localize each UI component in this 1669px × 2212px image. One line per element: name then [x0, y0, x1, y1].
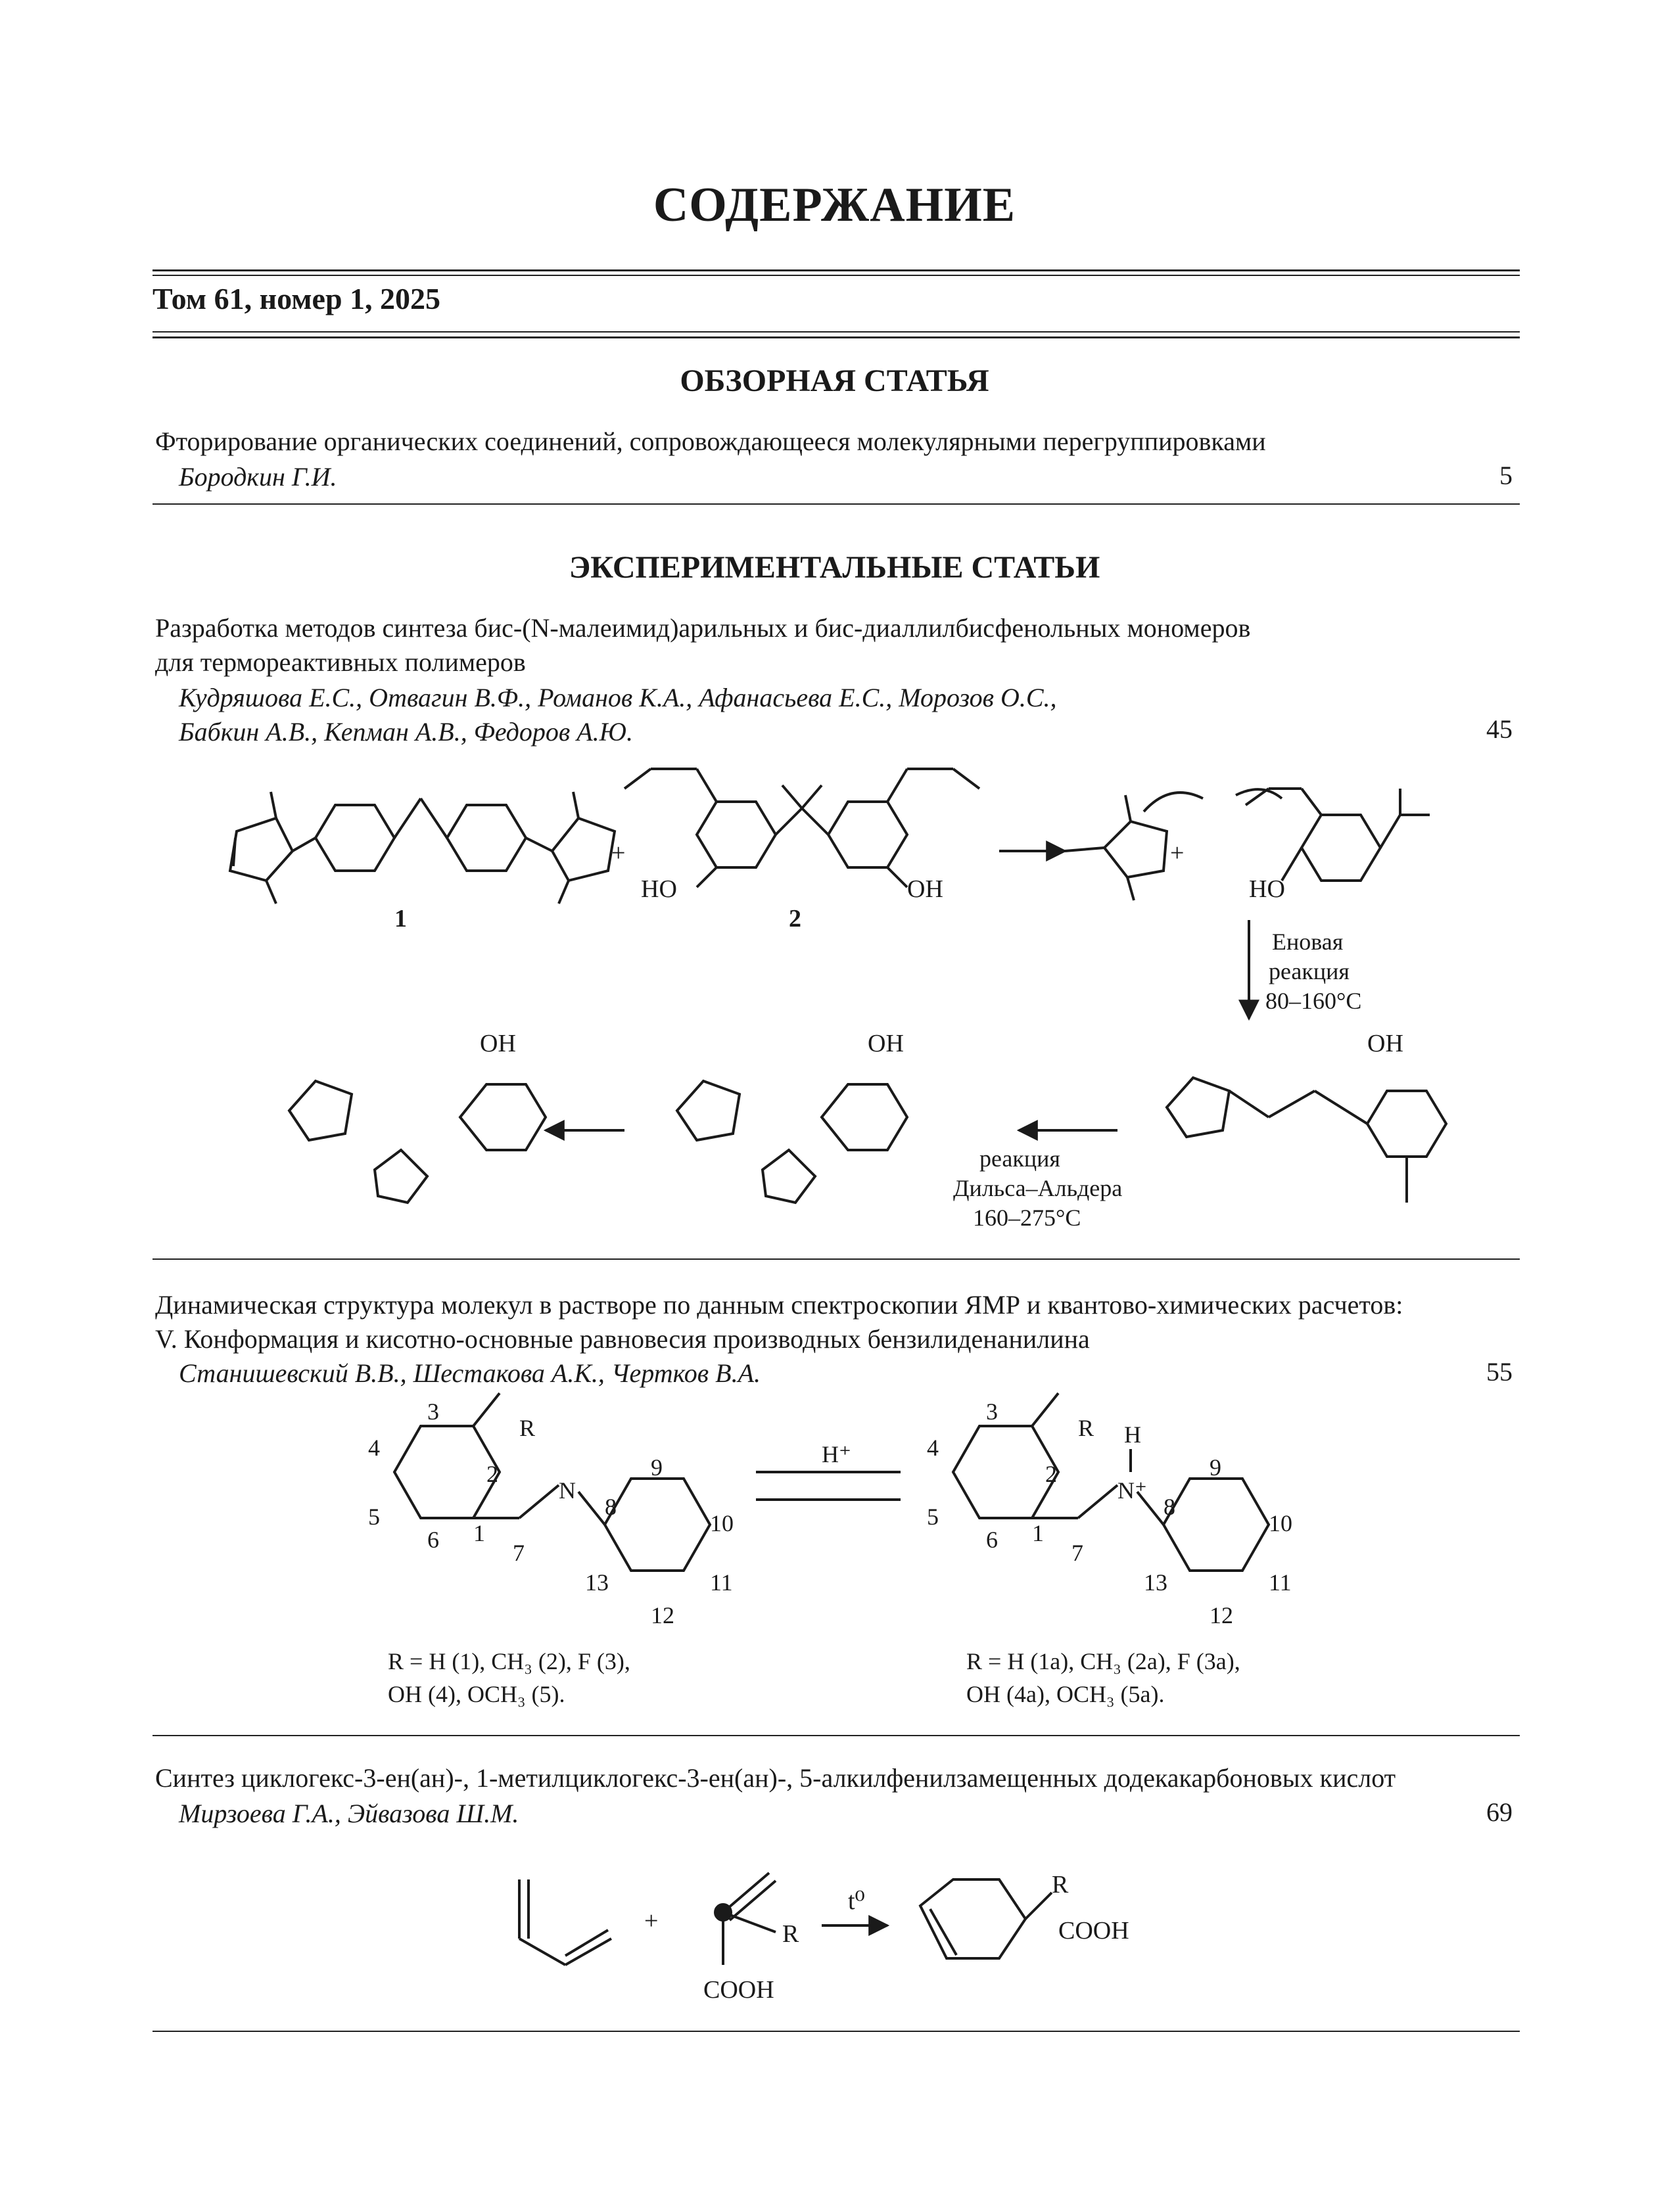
svg-text:Дильса–Альдера: Дильса–Альдера	[953, 1175, 1123, 1201]
svg-text:13: 13	[585, 1569, 609, 1596]
svg-text:OH: OH	[868, 1030, 904, 1057]
svg-text:R: R	[519, 1415, 536, 1441]
article-title[interactable]: Динамическая структура молекул в растворе по данным спектроскопии ЯМР и квантово-химических расчетов: V. Конформация и кисотно-основные равновесия производных бензилиденанилина	[155, 1290, 1403, 1354]
svg-text:7: 7	[1071, 1540, 1083, 1566]
svg-text:2: 2	[486, 1461, 498, 1487]
svg-text:8: 8	[605, 1494, 617, 1520]
article-title[interactable]: Синтез циклогекс-3-ен(ан)-, 1-метилциклогекс-3-ен(ан)-, 5-алкилфенилзамещенных додекакарбоновых кислот	[155, 1763, 1396, 1793]
svg-text:10: 10	[710, 1510, 734, 1536]
svg-text:OH: OH	[1367, 1030, 1403, 1057]
svg-text:3: 3	[986, 1398, 998, 1425]
svg-text:8: 8	[1164, 1494, 1175, 1520]
svg-text:6: 6	[986, 1527, 998, 1553]
svg-text:Еновая: Еновая	[1272, 929, 1344, 955]
article-authors: Кудряшова Е.С., Отвагин В.Ф., Романов К.А., Афанасьева Е.С., Морозов О.С., Бабкин А.В., Кепман А.В., Федоров А.Ю.	[179, 683, 1057, 747]
issue-label: Том 61, номер 1, 2025	[153, 282, 441, 315]
svg-text:H⁺: H⁺	[822, 1441, 851, 1467]
svg-text:R: R	[1078, 1415, 1094, 1441]
svg-text:5: 5	[368, 1504, 380, 1530]
svg-text:+: +	[611, 839, 626, 867]
svg-text:11: 11	[710, 1569, 733, 1596]
svg-text:+: +	[644, 1907, 659, 1935]
article-authors: Мирзоева Г.А., Эйвазова Ш.М.	[179, 1799, 519, 1828]
svg-text:+: +	[1170, 839, 1185, 867]
divider	[153, 2031, 1520, 2032]
svg-text:OH (4), OCH₃ (5).: OH (4), OCH₃ (5).	[388, 1681, 565, 1707]
page-number[interactable]: 45	[1486, 714, 1513, 744]
page-title: СОДЕРЖАНИЕ	[653, 178, 1016, 232]
svg-text:2: 2	[789, 905, 801, 933]
svg-text:1: 1	[394, 905, 407, 933]
svg-text:12: 12	[1210, 1602, 1233, 1628]
svg-text:11: 11	[1269, 1569, 1292, 1596]
svg-text:R: R	[782, 1920, 799, 1948]
svg-text:OH (4a), OCH₃ (5a).: OH (4a), OCH₃ (5a).	[966, 1681, 1165, 1707]
svg-text:12: 12	[651, 1602, 674, 1628]
svg-text:R: R	[1052, 1871, 1069, 1899]
article-authors: Бородкин Г.И.	[179, 462, 337, 492]
svg-text:4: 4	[927, 1435, 939, 1461]
svg-text:N: N	[559, 1477, 576, 1504]
svg-text:t⁰: t⁰	[848, 1887, 865, 1915]
article-authors: Станишевский В.В., Шестакова А.К., Чертков В.А.	[179, 1358, 761, 1388]
svg-text:1: 1	[473, 1520, 485, 1546]
svg-text:1: 1	[1032, 1520, 1044, 1546]
article-title[interactable]: Фторирование органических соединений, сопровождающееся молекулярными перегруппировками	[155, 426, 1266, 456]
svg-text:HO: HO	[1249, 875, 1285, 903]
svg-text:10: 10	[1269, 1510, 1292, 1536]
article-title[interactable]: Разработка методов синтеза бис-(N-малеимид)арильных и бис-диаллилбисфенольных мономеров для термореактивных полимеров	[155, 613, 1251, 677]
svg-text:5: 5	[927, 1504, 939, 1530]
page-number[interactable]: 55	[1486, 1357, 1513, 1387]
svg-text:9: 9	[651, 1454, 663, 1481]
section-heading: ЭКСПЕРИМЕНТАЛЬНЫЕ СТАТЬИ	[569, 550, 1100, 585]
svg-text:H: H	[1124, 1421, 1141, 1448]
svg-text:OH: OH	[907, 875, 943, 903]
svg-text:OH: OH	[480, 1030, 516, 1057]
svg-text:R = H (1), CH₃ (2), F (3),: R = H (1), CH₃ (2), F (3),	[388, 1648, 630, 1674]
svg-text:6: 6	[427, 1527, 439, 1553]
svg-text:80–160°C: 80–160°C	[1265, 988, 1362, 1014]
svg-text:N⁺: N⁺	[1117, 1477, 1147, 1504]
svg-text:2: 2	[1045, 1461, 1057, 1487]
svg-text:7: 7	[513, 1540, 525, 1566]
svg-text:9: 9	[1210, 1454, 1221, 1481]
svg-text:13: 13	[1144, 1569, 1167, 1596]
svg-text:160–275°C: 160–275°C	[973, 1205, 1081, 1231]
svg-text:COOH: COOH	[703, 1976, 774, 2004]
page-number[interactable]: 5	[1499, 461, 1513, 490]
svg-text:R = H (1a), CH₃ (2a), F (3a),: R = H (1a), CH₃ (2a), F (3a),	[966, 1648, 1240, 1674]
svg-text:HO: HO	[641, 875, 677, 903]
section-heading: ОБЗОРНАЯ СТАТЬЯ	[680, 363, 989, 398]
svg-text:COOH: COOH	[1058, 1917, 1129, 1945]
page-number[interactable]: 69	[1486, 1797, 1513, 1827]
svg-text:3: 3	[427, 1398, 439, 1425]
svg-text:реакция: реакция	[1269, 958, 1350, 984]
svg-text:реакция: реакция	[979, 1145, 1060, 1172]
svg-text:4: 4	[368, 1435, 380, 1461]
